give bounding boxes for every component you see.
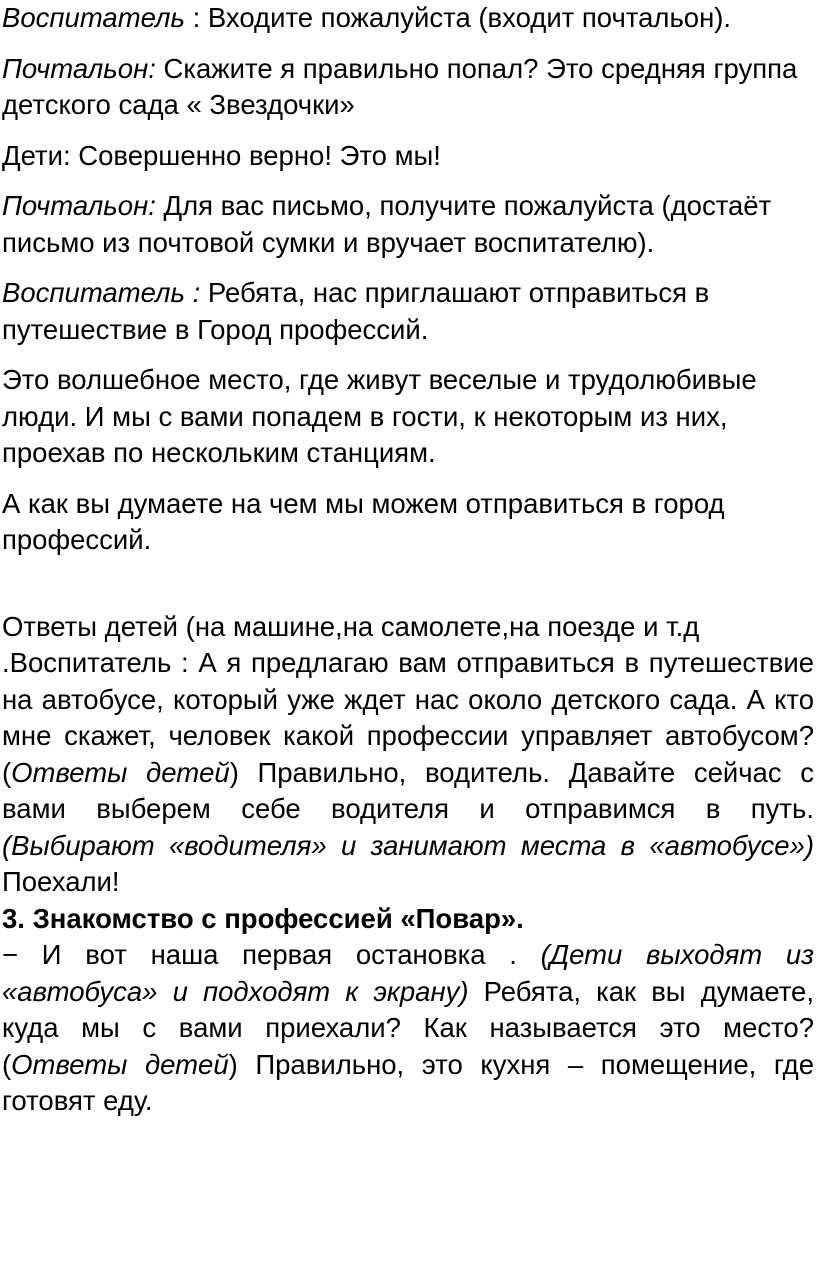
paragraph-postman-letter [2,188,814,261]
paragraph-bus-trip [2,645,814,901]
paragraph-magic-place: Это волшебное место, где живут веселые и трудолюбивые люди. И мы с вами попадем в гости, к некоторым из них, проехав по нескольким станциям. [2,364,757,468]
speaker-label: Почтальон: [2,190,156,221]
paragraph-text: Ребята, как вы думаете, куда мы с вами приехали? Как называется это место? ( [2,975,814,1080]
paragraph-teacher-invitation [2,275,814,348]
paragraph-text: ) Правильно, водитель. Давайте сейчас с вами выберем себе водителя и отправимся в путь. [2,756,814,824]
paragraph-children-answer: Дети: Совершенно верно! Это мы! [2,139,441,171]
paragraph-text: Поехали! [2,866,120,897]
speaker-label: Воспитатель [2,2,185,33]
paragraph-postman-question [2,51,814,124]
paragraph-transport-question: А как вы думаете на чем мы можем отправиться в город профессий. [2,487,725,555]
speaker-label: Воспитатель : [2,277,201,308]
italic-note: Ответы детей [11,756,230,788]
paragraph-text: Скажите я правильно попал? Это средняя группа детского сада « Звездочки» [2,52,798,120]
paragraph-text: .Воспитатель : А я предлагаю вам отправиться в путешествие на автобусе, который уже ждет нас около детского сада. А кто мне скажет, человек какой профессии управляет автобусом? ( [2,647,814,788]
paragraph-teacher-welcome [2,0,814,37]
paragraph-first-stop [2,937,814,1120]
italic-stage-direction: (Выбирают «водителя» и занимают места в «автобусе») [2,829,814,861]
paragraph-text: Входите пожалуйста (входит почтальон). [207,2,732,33]
separator: : [184,2,208,33]
speaker-label: Почтальон: [2,52,156,84]
section-heading: 3. Знакомство с профессией «Повар». [2,902,524,934]
empty-line [2,559,814,595]
italic-note: Ответы детей [11,1048,229,1080]
paragraph-text: Ребята, нас приглашают отправиться в путешествие в Город профессий. [2,277,710,345]
italic-stage-direction: (Дети выходят из «автобуса» и подходят к экрану) [2,939,814,1007]
paragraph-text: ) Правильно, это кухня – помещение, где готовят еду. [2,1048,814,1116]
paragraph-children-answers: Ответы детей (на машине,на самолете,на поезде и т.д [2,610,700,642]
document-page [2,0,814,1120]
paragraph-text: Для вас письмо, получите пожалуйста (достаёт письмо из почтовой сумки и вручает воспитателю). [2,190,772,258]
paragraph-text: − И вот наша первая остановка . [2,939,517,970]
